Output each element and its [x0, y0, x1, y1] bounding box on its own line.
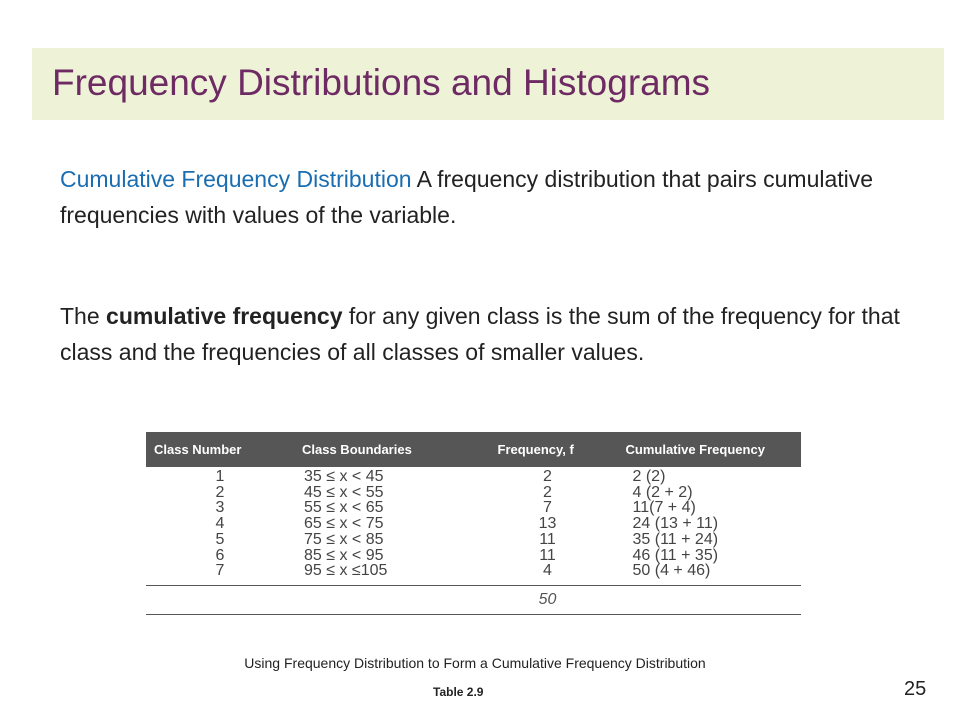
frequency-cell: 2 — [543, 468, 552, 485]
explanation-pre: The — [60, 303, 107, 329]
table-row — [146, 500, 801, 516]
class-boundaries-cell: 35 ≤ x < 45 — [304, 468, 384, 485]
table-label: Table 2.9 — [433, 685, 484, 699]
header-class-number: Class Number — [146, 432, 294, 467]
cumulative-frequency-cell: 35 (11 + 24) — [632, 530, 719, 548]
table-total-row — [146, 585, 801, 614]
table-row — [146, 516, 801, 532]
table-row — [146, 485, 801, 501]
class-number-cell: 2 — [215, 483, 225, 501]
table-row — [146, 563, 801, 585]
explanation-post: for any given class is the sum of the frequency for that class and the frequencies of all classes of smaller values. — [60, 303, 900, 365]
cumulative-frequency-cell: 50 (4 + 46) — [632, 562, 711, 580]
title-bar — [32, 48, 944, 120]
table-header-row — [146, 432, 801, 467]
definition-term: Cumulative Frequency Distribution — [60, 166, 412, 192]
class-boundaries-cell: 55 ≤ x < 65 — [304, 499, 384, 517]
class-number-cell: 3 — [215, 499, 225, 517]
class-boundaries-cell: 75 ≤ x < 85 — [304, 530, 384, 548]
table-caption: Using Frequency Distribution to Form a Cumulative Frequency Distribution — [244, 655, 706, 671]
cumulative-frequency-cell: 24 (13 + 11) — [632, 515, 719, 533]
header-cumulative-frequency: Cumulative Frequency — [618, 432, 802, 467]
frequency-total: 50 — [478, 585, 618, 614]
explanation-bold-term: cumulative frequency — [106, 303, 343, 329]
table-row — [146, 532, 801, 548]
class-number-cell: 7 — [215, 562, 225, 580]
frequency-cell: 11 — [539, 546, 556, 564]
class-boundaries-cell: 85 ≤ x < 95 — [304, 546, 384, 564]
frequency-cell: 4 — [543, 562, 552, 580]
cumulative-frequency-cell: 46 (11 + 35) — [632, 546, 719, 564]
cumulative-frequency-cell: 4 (2 + 2) — [632, 483, 693, 501]
frequency-cell: 11 — [539, 530, 556, 548]
class-number-cell: 1 — [215, 468, 225, 485]
class-number-cell: 5 — [215, 530, 225, 548]
class-boundaries-cell: 65 ≤ x < 75 — [304, 515, 384, 533]
definition-paragraph — [60, 161, 900, 233]
table-row — [146, 467, 801, 485]
frequency-cell: 2 — [543, 483, 552, 501]
explanation-paragraph — [60, 298, 900, 370]
slide-title: Frequency Distributions and Histograms — [52, 62, 711, 103]
frequency-table — [146, 432, 801, 615]
definition-text: A frequency distribution that pairs cumulative frequencies with values of the variable. — [60, 166, 874, 228]
header-class-boundaries: Class Boundaries — [294, 432, 478, 467]
cumulative-frequency-cell: 11(7 + 4) — [632, 499, 696, 517]
class-number-cell: 6 — [215, 546, 225, 564]
frequency-cell: 13 — [538, 515, 557, 533]
table-row — [146, 548, 801, 564]
header-frequency: Frequency, f — [478, 432, 618, 467]
cumulative-frequency-cell: 2 (2) — [632, 468, 666, 485]
slide-number: 25 — [904, 678, 927, 700]
frequency-table-container — [146, 432, 801, 636]
class-boundaries-cell: 45 ≤ x < 55 — [304, 483, 384, 501]
class-boundaries-cell: 95 ≤ x ≤105 — [304, 562, 388, 580]
frequency-cell: 7 — [543, 499, 552, 517]
class-number-cell: 4 — [215, 515, 225, 533]
